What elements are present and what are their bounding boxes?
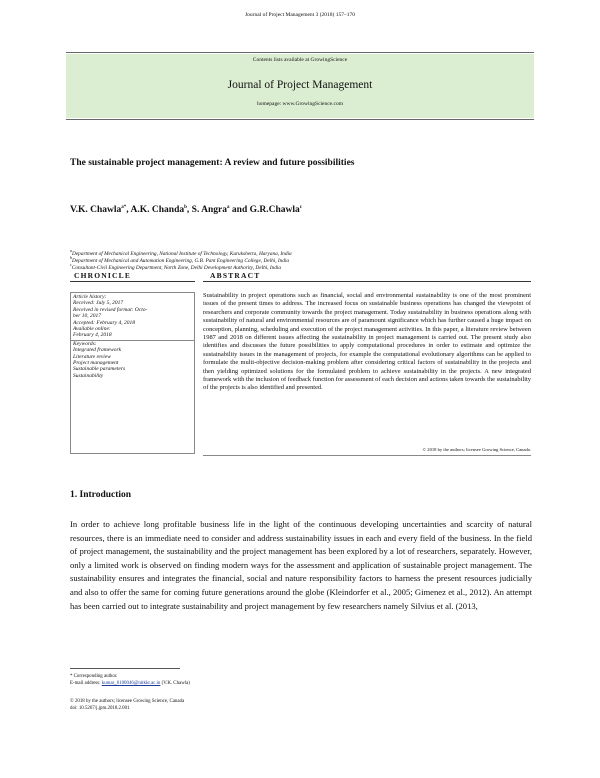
abstract-bottom-rule (203, 455, 531, 456)
affiliation-text: Department of Mechanical Engineering, National Institute of Technology, Kurukshetra, Haryana, India (72, 250, 292, 257)
abstract-heading: ABSTRACT (210, 271, 261, 280)
abstract-heading-rule (203, 281, 531, 282)
author-name: S. Angra (191, 205, 228, 216)
affiliation-mark: a (70, 248, 72, 253)
email-link[interactable]: kumar_6100046@nitkkr.ac.in (101, 681, 161, 686)
history-label: Article history: (73, 294, 107, 300)
footer-copyright: © 2018 by the authors; licensee Growing Science, Canada (70, 699, 185, 704)
article-chronicle (70, 292, 195, 454)
history-line: February 4, 2018 (73, 332, 112, 339)
history-line: ber 10, 2017 (73, 313, 101, 320)
keyword: Project management (73, 360, 119, 367)
keyword: Integrated framework (73, 347, 122, 354)
running-head: Journal of Project Management 3 (2018) 157–170 (245, 12, 355, 18)
abstract-copyright: © 2018 by the authors; licensee Growing Science, Canada. (422, 447, 531, 452)
journal-title: Journal of Project Management (227, 79, 373, 91)
journal-homepage[interactable]: homepage: www.GrowingScience.com (257, 101, 343, 107)
author-separator: , (126, 205, 131, 216)
banner-contents-line: Contents lists available at GrowingScience (252, 57, 348, 63)
author-affil-mark: c (299, 205, 302, 210)
author-separator: and (229, 205, 250, 216)
abstract-text: Sustainability in project operations such as financial, social and environmental sustainability is one of the most prominent issues of the present times to address. The increased focus on sustainable business operations has changed the viewpoint of researchers and corporate community towards the project management. Today sustainability in business operations along with sustainability of natural and environmental resources are of paramount significance which has further caused a huge impact on conception, planning, scheduling and execution of the project management activities. In this paper, a literature review between 1987 and 2018 on different issues affecting the sustainability in project management is carried out. The present study also identifies and discusses the future possibilities to apply computational procedures in order to estimate and optimize the sustainability issues in the management of projects, for example the computational evolutionary algorithms can be applied to formulate the multi-objective decision-making problem after considering critical factors of sustainability in the projects and then yielding optimized solutions for the formulated problem to achieve sustainability in the projects. A new integrated framework with the inclusion of feedback function for assessment of each decision and actions taken towards the sustainability of the projects is also identified and presented. (203, 292, 531, 392)
affiliation-mark: c (70, 262, 72, 267)
intro-heading: 1. Introduction (70, 490, 132, 500)
affiliation-text: Department of Mechanical and Automation Engineering, G.B. Pant Engineering College, Delhi, India (72, 257, 290, 264)
author-name: G.R.Chawla (249, 205, 300, 216)
author-list (70, 205, 302, 215)
history-line: Received: July 5, 2017 (73, 300, 124, 307)
doi[interactable]: doi: 10.5267/j.jpm.2018.2.001 (70, 706, 130, 711)
email-suffix: (V.K. Chawla) (160, 681, 190, 686)
footnote-rule (70, 668, 180, 669)
history-line: Available online: (73, 326, 111, 333)
author-separator: , (186, 205, 192, 216)
chronicle-heading-rule (70, 281, 195, 282)
keyword: Sustainable parameters (73, 366, 126, 373)
intro-paragraph: In order to achieve long profitable business life in the light of the continuous developing uncertainties and scarcity of natural resources, there is an immediate need to consider and address sustainability issues in each and every field of the business. In the field of project management, the sustainability and the project management has been explored by a lot of researchers, separately. However, only a limited work is observed on finding modern ways for the assessment and application of sustainable project management. The sustainability ensures and integrates the financial, social and nature responsibility factors to harness the present resources judicially and also to offer the same for coming future generations around the globe (Kleindorfer et al., 2005; Gimenez et al., 2012). An attempt has been carried out to integrate sustainability and project management by few researchers namely Silvius et al. (2013, (70, 519, 532, 611)
banner-top-rule (66, 52, 534, 53)
keyword: Sustainability (73, 372, 104, 379)
author-affil-mark: b (184, 205, 187, 210)
banner-bottom-rule (66, 119, 534, 120)
keywords-label: Keywords: (73, 340, 97, 347)
author-name: V.K. Chawla (70, 205, 122, 216)
email-label: E-mail address: (70, 681, 102, 686)
history-line: Accepted: February 4, 2018 (73, 319, 136, 326)
affiliation (70, 262, 281, 271)
keyword: Literature review (73, 353, 111, 360)
affiliation-mark: b (70, 255, 72, 260)
paper-title: The sustainable project management: A review and future possibilities (70, 158, 355, 168)
corresponding-author-note: * Corresponding author. (70, 674, 118, 679)
chronicle-heading: CHRONICLE (74, 271, 132, 280)
journal-banner (66, 54, 534, 118)
email-footnote (70, 681, 190, 686)
author-affil-mark: a* (121, 205, 127, 210)
affiliation-text: Consultant-Civil Engineering Department, North Zone, Delhi Development Authority, Delhi, India (71, 264, 282, 271)
author-affil-mark: a (227, 205, 230, 210)
history-line: Received in revised format: Octo- (73, 306, 148, 313)
author-name: A.K. Chanda (130, 205, 185, 216)
